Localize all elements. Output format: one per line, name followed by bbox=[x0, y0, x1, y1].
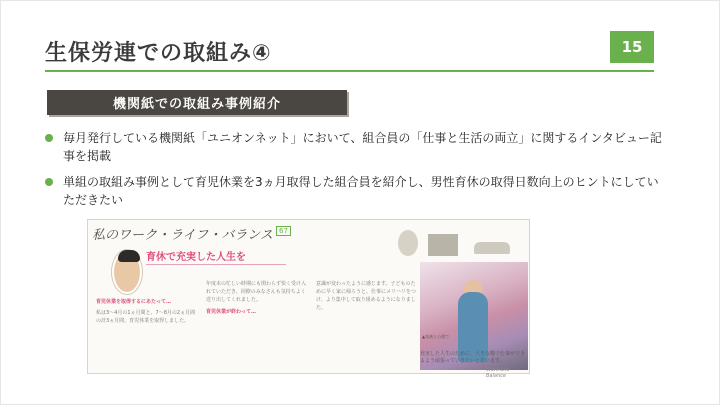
tree-icon bbox=[398, 230, 418, 256]
car-icon bbox=[474, 242, 510, 254]
house-icon bbox=[428, 234, 458, 256]
headline-underline bbox=[146, 264, 286, 265]
newsletter-volume: 67 bbox=[276, 226, 291, 236]
column-heading: 育児休業が終わって… bbox=[206, 309, 256, 315]
bullet-item bbox=[45, 173, 665, 209]
article-column-1 bbox=[96, 298, 200, 325]
slide-title: 生保労連での取組み④ bbox=[45, 41, 272, 66]
article-column-3 bbox=[316, 280, 416, 312]
photo-caption: ▲家族と公園で bbox=[422, 334, 450, 339]
article-tail-text: 充実した人生のために、大きな糧で仕事ができるよう頑張っていきたいと思います。 bbox=[420, 351, 526, 364]
column-text: 私は3～4月の1ヵ月間と、7～8月の2ヵ月間の計3ヵ月間、育児休業を取得しました。 bbox=[96, 310, 196, 324]
bullet-item bbox=[45, 129, 665, 165]
page-number-badge: 15 bbox=[610, 31, 654, 63]
newsletter-footer: Work Life Balance bbox=[486, 367, 510, 379]
newsletter-image bbox=[87, 219, 530, 379]
bullet-dot-icon bbox=[45, 178, 53, 186]
bullet-text: 単組の取組み事例として育児休業を3ヵ月取得した組合員を紹介し、男性育休の取得日数向上のヒントにしていただきたい bbox=[63, 175, 659, 207]
title-divider bbox=[45, 70, 654, 72]
column-heading: 育児休業を取得するにあたって… bbox=[96, 299, 172, 305]
interviewee-portrait bbox=[112, 250, 142, 294]
bullet-dot-icon bbox=[45, 134, 53, 142]
newsletter-headline: 育休で充実した人生を bbox=[146, 252, 246, 263]
article-column-2 bbox=[206, 280, 310, 319]
bullet-text: 毎月発行している機関紙「ユニオンネット」において、組合員の「仕事と生活の両立」に関するインタビュー記事を掲載 bbox=[63, 131, 662, 163]
section-subtitle: 機関紙での取組み事例紹介 bbox=[47, 90, 347, 115]
newsletter-header-illustration bbox=[388, 224, 528, 258]
column-text: 意識が変わったように感じます。子どものために早く家に帰ろうと、仕事にメリハリをつけ、より集中して取り組めるようになりました。 bbox=[316, 281, 416, 311]
newsletter-brand: 私のワーク・ライフ・バランス bbox=[92, 228, 273, 243]
bullet-list bbox=[45, 129, 665, 217]
column-text: 年度末の忙しい時期にも関わらず快く受け入れていただき、同僚のみなさんも気持ちよく送り出してくれました。 bbox=[206, 281, 307, 303]
